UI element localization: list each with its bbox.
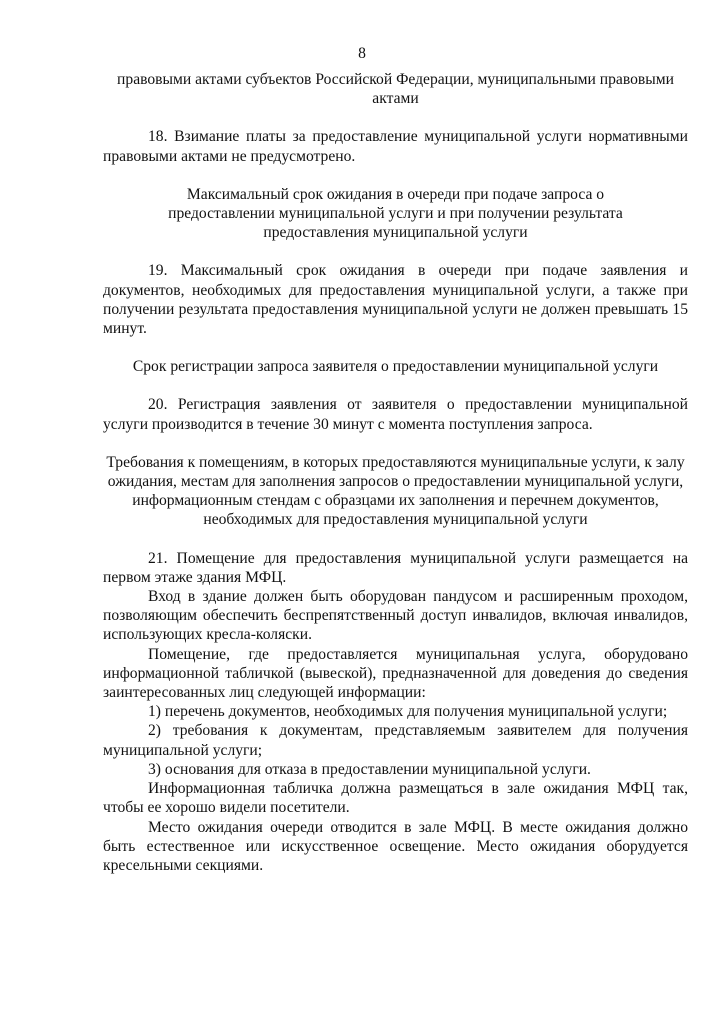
paragraph-21-entrance: Вход в здание должен быть оборудован пандусом и расширенным проходом, позволяющим обеспечить беспрепятственный доступ инвалидов, включая инвалидов, использующих кресла-коляски. bbox=[103, 588, 688, 644]
paragraph-21-waiting-area: Место ожидания очереди отводится в зале МФЦ. В месте ожидания должно быть естественное или искусственное освещение. Место ожидания оборудуется кресельными секциями. bbox=[103, 818, 688, 874]
page-number: 8 bbox=[358, 45, 366, 62]
paragraph-19: 19. Максимальный срок ожидания в очереди при подаче заявления и документов, необходимых для предоставления муниципальной услуги, а также при получении результата предоставления муниципальной услуги не должен превышать 15 минут. bbox=[103, 262, 688, 338]
list-item: 2) требования к документам, представляемым заявителем для получения муниципальной услуги; bbox=[103, 722, 688, 759]
section-heading-premises: Требования к помещениям, в которых предоставляются муниципальные услуги, к залу ожидания, местам для заполнения запросов о предоставлении муниципальной услуги, информационным стендам с образцами их заполнения и перечнем документов, необходимых для предоставления муниципальной услуги bbox=[106, 453, 685, 529]
paragraph-21: 21. Помещение для предоставления муниципальной услуги размещается на первом этаже здания МФЦ. bbox=[103, 549, 688, 586]
paragraph-21-room: Помещение, где предоставляется муниципальная услуга, оборудовано информационной табличкой (вывеской), предназначенной для доведения до сведения заинтересованных лиц следующей информации: bbox=[103, 645, 688, 702]
paragraph-21-sign: Информационная табличка должна размещаться в зале ожидания МФЦ так, чтобы ее хорошо видели посетители. bbox=[103, 780, 688, 817]
list-item: 1) перечень документов, необходимых для получения муниципальной услуги; bbox=[148, 703, 668, 721]
paragraph-20: 20. Регистрация заявления от заявителя о предоставлении муниципальной услуги производится в течение 30 минут с момента поступления запроса. bbox=[103, 396, 688, 433]
section-heading-waiting-time: Максимальный срок ожидания в очереди при подаче запроса о предоставлении муниципальной услуги и при получении результата предоставления муниципальной услуги bbox=[168, 185, 623, 242]
list-item: 3) основания для отказа в предоставлении муниципальной услуги. bbox=[148, 760, 591, 778]
section-heading-registration: Срок регистрации запроса заявителя о предоставлении муниципальной услуги bbox=[132, 358, 659, 376]
paragraph-18: 18. Взимание платы за предоставление муниципальной услуги нормативными правовыми актами не предусмотрено. bbox=[103, 128, 688, 165]
section-heading-legal-acts: правовыми актами субъектов Российской Федерации, муниципальными правовыми актами bbox=[117, 71, 674, 108]
page-content bbox=[103, 70, 688, 875]
